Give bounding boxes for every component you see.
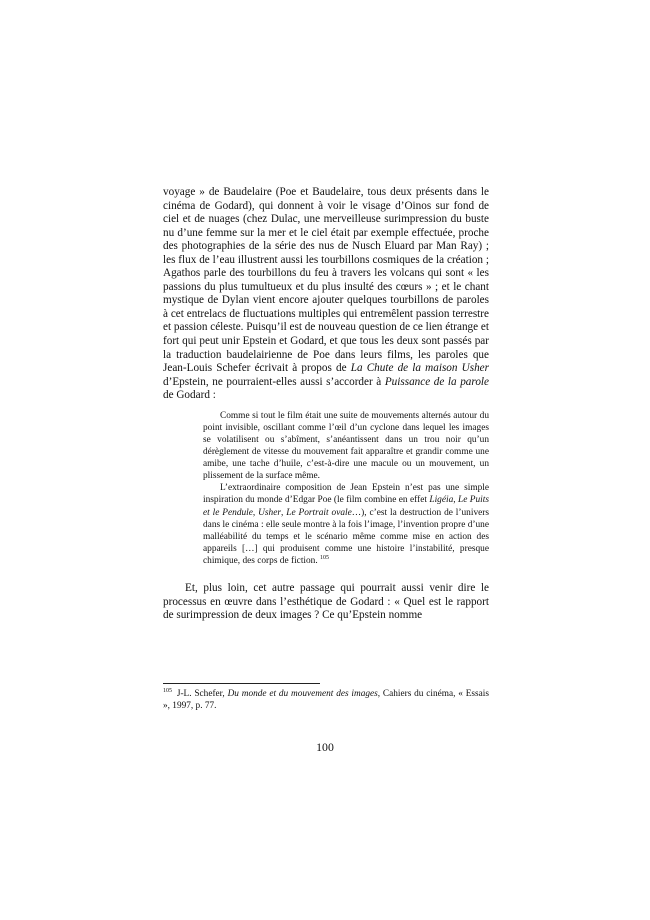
separator: , — [252, 507, 259, 518]
footnote-number: 105 — [163, 687, 172, 694]
paragraph-2: Et, plus loin, cet autre passage qui pourrait aussi venir dire le processus en œuvre dans l’esthétique de Godard : « Quel est le rapport de surimpression de deux images ? Ce qu’Epstein nomme — [163, 581, 489, 622]
book-title: Du monde et du mouvement des images — [227, 689, 378, 699]
text-run: voyage » de Baudelaire (Poe et Baudelaire, tous deux présents dans le cinéma de Godard), qui donnent à voir le visage d’Oinos sur fond de ciel et de nuages (chez Dulac, une merveilleuse surimpression du buste nu d’une femme sur la mer et le ciel était par exemple effectuée, proche des photographies de la série des nus de Nusch Eluard par Man Ray) ; les flux de l’eau illustrent aussi les tourbillons cosmiques de la création ; Agathos parle des tourbillons du feu à travers les volcans qui sont « les passions du plus tumultueux et du plus insulté des cœurs » ; et le chant mystique de Dylan vient encore ajouter quelques tourbillons de paroles à cet entrelacs de fluctuations multiples qui entremêlent passion terrestre et passion céleste. Puisqu’il est de nouveau question de ce lien étrange et fort qui peut unir Epstein et Godard, et que tous les deux sont passés par la traduction baudelairienne de Poe dans leurs films, les paroles que Jean-Louis Schefer écrivait à propos de — [163, 186, 489, 375]
film-title: Puissance de la parole — [384, 375, 489, 388]
page-number: 100 — [316, 740, 334, 754]
work-title: Ligéia — [429, 495, 454, 506]
block-quote — [163, 410, 489, 567]
text-run: , Cahiers du cinéma, « Essais », 1997, p. 77. — [163, 689, 489, 711]
film-title: La Chute de la maison Usher — [350, 362, 489, 375]
footnote — [163, 689, 489, 712]
separator: , — [453, 495, 459, 506]
text-run: …), c’est la destruction de l’univers dans le cinéma : elle seule montre à la fois l’image, l’invention propre d’une malléabilité du temps et le scénario même comme mise en action des appareils […] qui produisent comme une histoire l’instabilité, presque chimique, des corps de fiction. — [203, 507, 490, 566]
separator: , — [281, 507, 287, 518]
quote-paragraph-2 — [203, 482, 489, 567]
text-run: L’extraordinaire composition de Jean Epstein n’est pas une simple inspiration du monde d’Edgar Poe (le film combine en effet — [203, 483, 489, 506]
text-run: de Godard : — [163, 389, 216, 402]
work-title: Usher — [258, 507, 282, 518]
paragraph-1 — [163, 186, 489, 403]
quote-paragraph-1: Comme si tout le film était une suite de mouvements alternés autour du point invisible, oscillant comme l’œil d’un cyclone dans lequel les images se volatilisent ou s’abîment, s’anéantissent dans un trou noir qu’un dérèglement de vitesse du mouvement fait apparaître et grandir comme une amibe, une tache d’huile, c’est-à-dire une macule ou un mouvement, un plissement de la surface même. — [203, 410, 489, 482]
text-run: d’Epstein, ne pourraient-elles aussi s’accorder à — [163, 375, 385, 388]
text-run: J-L. Schefer, — [174, 689, 228, 699]
work-title: Le Portrait ovale — [286, 507, 352, 518]
footnote-reference[interactable]: 105 — [320, 554, 330, 561]
work-title: Le Puits et le Pendule — [203, 495, 490, 518]
main-text — [163, 186, 489, 623]
footnote-rule — [163, 683, 320, 684]
